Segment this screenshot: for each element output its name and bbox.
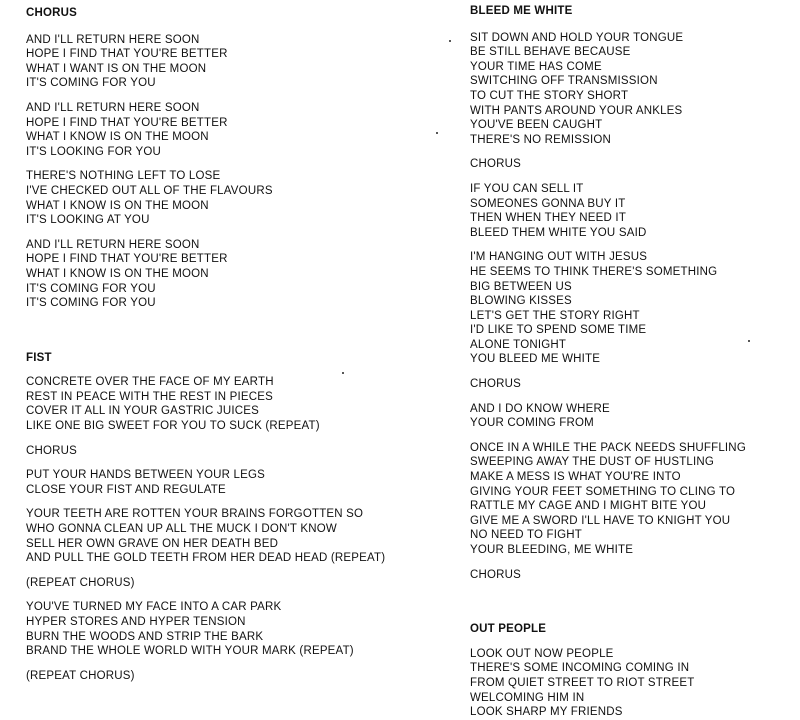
lyric-line: AND PULL THE GOLD TEETH FROM HER DEAD HEAD (REPEAT): [26, 552, 386, 565]
lyric-line: REST IN PEACE WITH THE REST IN PIECES: [26, 390, 274, 403]
verse-block: [470, 441, 800, 558]
lyric-line: TO CUT THE STORY SHORT: [470, 89, 629, 102]
verse-block: [470, 31, 800, 148]
verse-block: [26, 169, 406, 227]
lyric-line: CLOSE YOUR FIST AND REGULATE: [26, 483, 226, 496]
song-title: OUT PEOPLE: [470, 623, 547, 636]
lyric-line: RATTLE MY CAGE AND I MIGHT BITE YOU: [470, 500, 707, 513]
lyric-line: LIKE ONE BIG SWEET FOR YOU TO SUCK (REPEAT): [26, 420, 320, 433]
lyric-line: COVER IT ALL IN YOUR GASTRIC JUICES: [26, 405, 260, 418]
verse-block: [470, 182, 800, 240]
block-spacer: [470, 367, 800, 377]
lyric-line: WHAT I KNOW IS ON THE MOON: [26, 267, 209, 280]
lyric-line: CHORUS: [470, 158, 522, 171]
lyric-line: MAKE A MESS IS WHAT YOU'RE INTO: [470, 471, 681, 484]
lyric-line: NO NEED TO FIGHT: [470, 529, 583, 542]
block-spacer: [470, 240, 800, 250]
verse-block: [26, 468, 406, 497]
verse-block: [470, 647, 800, 720]
verse-block: [26, 669, 406, 684]
lyric-line: (REPEAT CHORUS): [26, 669, 135, 682]
lyric-line: I'M HANGING OUT WITH JESUS: [470, 251, 648, 264]
lyric-line: CHORUS: [470, 568, 522, 581]
block-spacer: [470, 431, 800, 441]
lyric-line: AND I'LL RETURN HERE SOON: [26, 33, 200, 46]
lyric-line: WHO GONNA CLEAN UP ALL THE MUCK I DON'T KNOW: [26, 523, 337, 536]
verse-block: [470, 568, 800, 583]
verse-block: [26, 101, 406, 159]
lyric-line: BE STILL BEHAVE BECAUSE: [470, 46, 631, 59]
section-title: [26, 6, 406, 21]
block-spacer: [26, 590, 406, 600]
block-spacer: [26, 159, 406, 169]
block-spacer: [26, 21, 406, 33]
lyric-line: SOMEONES GONNA BUY IT: [470, 197, 626, 210]
lyric-line: YOUR COMING FROM: [470, 417, 594, 430]
lyric-line: SIT DOWN AND HOLD YOUR TONGUE: [470, 31, 684, 44]
section-title: [470, 622, 800, 637]
lyric-line: WELCOMING HIM IN: [470, 691, 585, 704]
scan-speck: [748, 340, 750, 342]
block-spacer: [470, 147, 800, 157]
lyric-line: CHORUS: [470, 378, 522, 391]
verse-block: [26, 238, 406, 311]
block-spacer: [470, 392, 800, 402]
lyric-line: SWITCHING OFF TRANSMISSION: [470, 75, 658, 88]
lyric-line: IT'S COMING FOR YOU: [26, 282, 156, 295]
verse-block: [26, 576, 406, 591]
lyric-line: YOU BLEED ME WHITE: [470, 353, 601, 366]
verse-block: [26, 444, 406, 459]
right-column: [470, 4, 800, 720]
section-title: [470, 4, 800, 19]
lyric-line: BIG BETWEEN US: [470, 280, 572, 293]
lyric-line: YOU'VE TURNED MY FACE INTO A CAR PARK: [26, 601, 282, 614]
lyric-line: SELL HER OWN GRAVE ON HER DEATH BED: [26, 537, 279, 550]
scan-speck: [342, 372, 344, 374]
block-spacer: [470, 637, 800, 647]
block-spacer: [470, 558, 800, 568]
lyric-line: WHAT I WANT IS ON THE MOON: [26, 62, 207, 75]
lyric-line: WHAT I KNOW IS ON THE MOON: [26, 199, 209, 212]
lyric-line: IT'S LOOKING FOR YOU: [26, 145, 162, 158]
block-spacer: [470, 172, 800, 182]
lyric-line: FROM QUIET STREET TO RIOT STREET: [470, 676, 695, 689]
lyric-line: GIVE ME A SWORD I'LL HAVE TO KNIGHT YOU: [470, 514, 731, 527]
block-spacer: [470, 582, 800, 622]
lyric-line: BRAND THE WHOLE WORLD WITH YOUR MARK (REPEAT): [26, 645, 354, 658]
verse-block: [470, 402, 800, 431]
lyric-line: LET'S GET THE STORY RIGHT: [470, 309, 640, 322]
lyric-line: HOPE I FIND THAT YOU'RE BETTER: [26, 116, 228, 129]
block-spacer: [26, 458, 406, 468]
lyric-line: SWEEPING AWAY THE DUST OF HUSTLING: [470, 456, 715, 469]
verse-block: [470, 250, 800, 367]
song-title: BLEED ME WHITE: [470, 5, 573, 17]
lyric-line: ONCE IN A WHILE THE PACK NEEDS SHUFFLING: [470, 441, 746, 454]
block-spacer: [26, 434, 406, 444]
lyric-line: WITH PANTS AROUND YOUR ANKLES: [470, 104, 683, 117]
song-title: FIST: [26, 351, 52, 364]
lyric-line: GIVING YOUR FEET SOMETHING TO CLING TO: [470, 485, 736, 498]
lyric-line: ALONE TONIGHT: [470, 338, 567, 351]
section-title: [26, 351, 406, 366]
lyric-line: IT'S COMING FOR YOU: [26, 297, 156, 310]
verse-block: [26, 375, 406, 433]
scan-speck: [449, 40, 451, 42]
block-spacer: [26, 228, 406, 238]
lyric-line: THEN WHEN THEY NEED IT: [470, 212, 627, 225]
lyric-line: THERE'S SOME INCOMING COMING IN: [470, 662, 690, 675]
block-spacer: [26, 566, 406, 576]
lyric-line: IT'S LOOKING AT YOU: [26, 214, 150, 227]
verse-block: [470, 377, 800, 392]
lyric-line: AND I'LL RETURN HERE SOON: [26, 238, 200, 251]
left-column: [26, 6, 406, 683]
lyric-line: THERE'S NOTHING LEFT TO LOSE: [26, 170, 221, 183]
song-title: CHORUS: [26, 7, 78, 19]
scan-speck: [436, 132, 438, 134]
lyric-line: BURN THE WOODS AND STRIP THE BARK: [26, 630, 264, 643]
lyric-line: CONCRETE OVER THE FACE OF MY EARTH: [26, 376, 274, 389]
lyric-line: YOU'VE BEEN CAUGHT: [470, 119, 603, 132]
block-spacer: [26, 311, 406, 351]
lyric-line: HYPER STORES AND HYPER TENSION: [26, 616, 246, 628]
lyric-line: THERE'S NO REMISSION: [470, 133, 612, 146]
lyric-line: LOOK OUT NOW PEOPLE: [470, 647, 614, 660]
lyric-line: AND I'LL RETURN HERE SOON: [26, 101, 200, 114]
lyric-line: BLOWING KISSES: [470, 295, 572, 308]
lyric-line: I'VE CHECKED OUT ALL OF THE FLAVOURS: [26, 184, 273, 197]
lyric-line: (REPEAT CHORUS): [26, 576, 135, 589]
verse-block: [26, 33, 406, 91]
block-spacer: [26, 659, 406, 669]
block-spacer: [26, 91, 406, 101]
lyric-line: BLEED THEM WHITE YOU SAID: [470, 226, 647, 239]
lyric-line: AND I DO KNOW WHERE: [470, 402, 610, 415]
verse-block: [470, 157, 800, 172]
block-spacer: [26, 365, 406, 375]
lyric-line: HOPE I FIND THAT YOU'RE BETTER: [26, 48, 228, 61]
lyric-line: WHAT I KNOW IS ON THE MOON: [26, 131, 209, 144]
lyric-line: HOPE I FIND THAT YOU'RE BETTER: [26, 253, 228, 266]
lyric-line: IT'S COMING FOR YOU: [26, 77, 156, 90]
block-spacer: [26, 497, 406, 507]
lyric-line: IF YOU CAN SELL IT: [470, 182, 584, 195]
lyric-line: PUT YOUR HANDS BETWEEN YOUR LEGS: [26, 469, 266, 482]
block-spacer: [470, 19, 800, 31]
lyric-line: HE SEEMS TO THINK THERE'S SOMETHING: [470, 265, 718, 278]
lyric-line: I'D LIKE TO SPEND SOME TIME: [470, 324, 647, 337]
verse-block: [26, 507, 406, 565]
lyric-line: YOUR TIME HAS COME: [470, 60, 602, 73]
lyric-line: LOOK SHARP MY FRIENDS: [470, 706, 623, 719]
lyric-line: YOUR BLEEDING, ME WHITE: [470, 544, 634, 556]
verse-block: [26, 600, 406, 658]
lyric-line: YOUR TEETH ARE ROTTEN YOUR BRAINS FORGOTTEN SO: [26, 508, 364, 521]
lyric-line: CHORUS: [26, 444, 78, 457]
